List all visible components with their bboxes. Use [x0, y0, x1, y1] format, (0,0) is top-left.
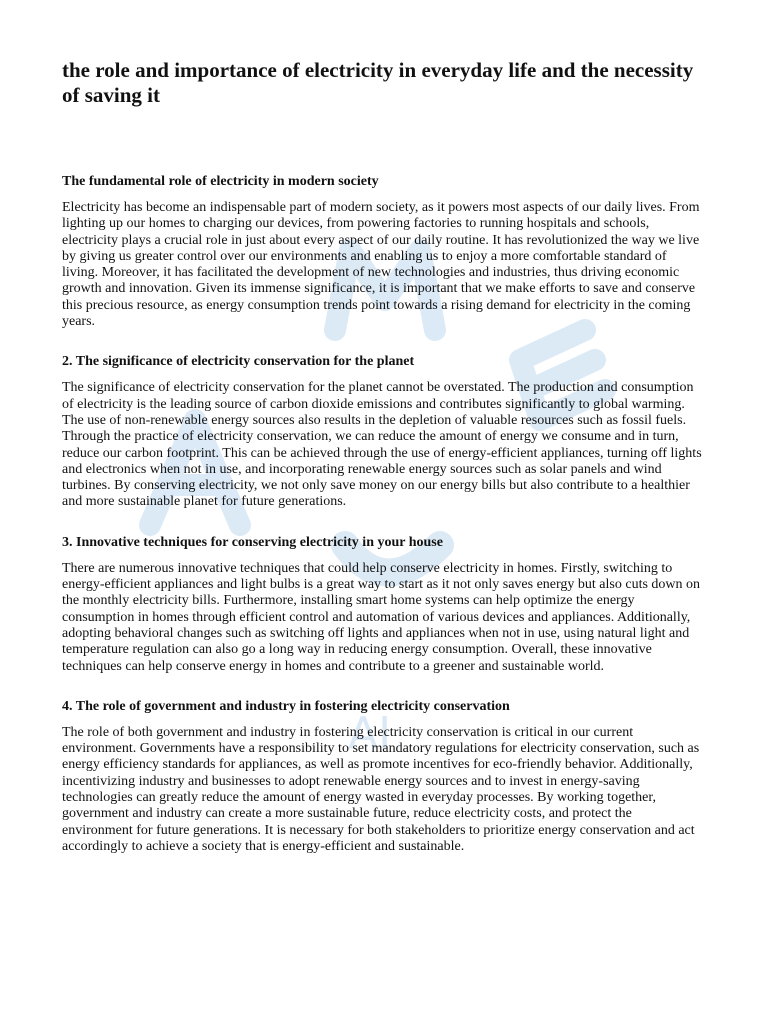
section-heading: 3. Innovative techniques for conserving electricity in your house — [62, 534, 443, 550]
section-body: The role of both government and industry in fostering electricity conservation is critical in our current environment. Governments have a responsibility to set mandatory regulations for electricity conservation, such as energy efficiency standards for appliances, as well as promote incentives for eco-friendly behavior. Additionally, incentivizing industry and businesses to adopt renewable energy sources and to invest in energy-saving technologies can greatly reduce the amount of energy wasted in everyday processes. By working together, government and industry can create a more sustainable future, reduce electricity costs, and protect the environment for future generations. It is necessary for both stakeholders to prioritize energy conservation and act accordingly to achieve a society that is energy-efficient and sustainable. — [62, 724, 700, 854]
section-body: Electricity has become an indispensable part of modern society, as it powers most aspects of our daily lives. From lighting up our homes to charging our devices, from powering factories to running hospitals and schools, electricity plays a crucial role in just about every aspect of our daily routine. It has revolutionized the way we live by giving us greater control over our environments and enabling us to enjoy a more comfortable standard of living. Moreover, it has facilitated the development of new technologies and industries, thus driving economic growth and innovation. Given its immense significance, it is important that we make efforts to save and conserve this precious resource, as energy consumption trends point towards a rising demand for electricity in the coming years. — [62, 200, 700, 330]
watermark-letters-ai: AI — [348, 708, 392, 759]
section-body: The significance of electricity conservation for the planet cannot be overstated. The production and consumption of electricity is the leading source of carbon dioxide emissions and contributes significantly to global warming. The use of non-renewable energy sources also results in the depletion of valuable resources such as fossil fuels. Through the practice of electricity conservation, we can reduce the amount of energy we consume and in turn, reduce our carbon footprint. This can be achieved through the use of energy-efficient appliances, turning off lights and electronics when not in use, and incorporating renewable energy sources such as solar panels and wind turbines. By conserving electricity, we not only save money on our energy bills but also contribute to a healthier and more sustainable planet for future generations. — [62, 380, 702, 510]
document-title: the role and importance of electricity in everyday life and the necessity of saving it — [62, 58, 694, 107]
section-heading: 2. The significance of electricity conservation for the planet — [62, 354, 415, 370]
section-4 — [62, 699, 706, 855]
section-1 — [62, 174, 706, 330]
section-heading: The fundamental role of electricity in modern society — [62, 174, 379, 189]
section-heading: 4. The role of government and industry in fostering electricity conservation — [62, 698, 510, 714]
section-3 — [62, 535, 706, 675]
section-body: There are numerous innovative techniques that could help conserve electricity in homes. Firstly, switching to energy-efficient appliances and light bulbs is a great way to start as it not only saves energy but also cuts down on the monthly electricity bills. Furthermore, installing smart home systems can help optimize the energy consumption in homes through efficient control and automation of various devices and appliances. Additionally, adopting behavioral changes such as switching off lights and appliances when not in use, using natural light and temperature regulation can also go a long way in reducing energy consumption. Overall, these innovative techniques can help conserve energy in homes and contribute to a greener and sustainable world. — [62, 560, 701, 674]
section-2 — [62, 354, 706, 510]
